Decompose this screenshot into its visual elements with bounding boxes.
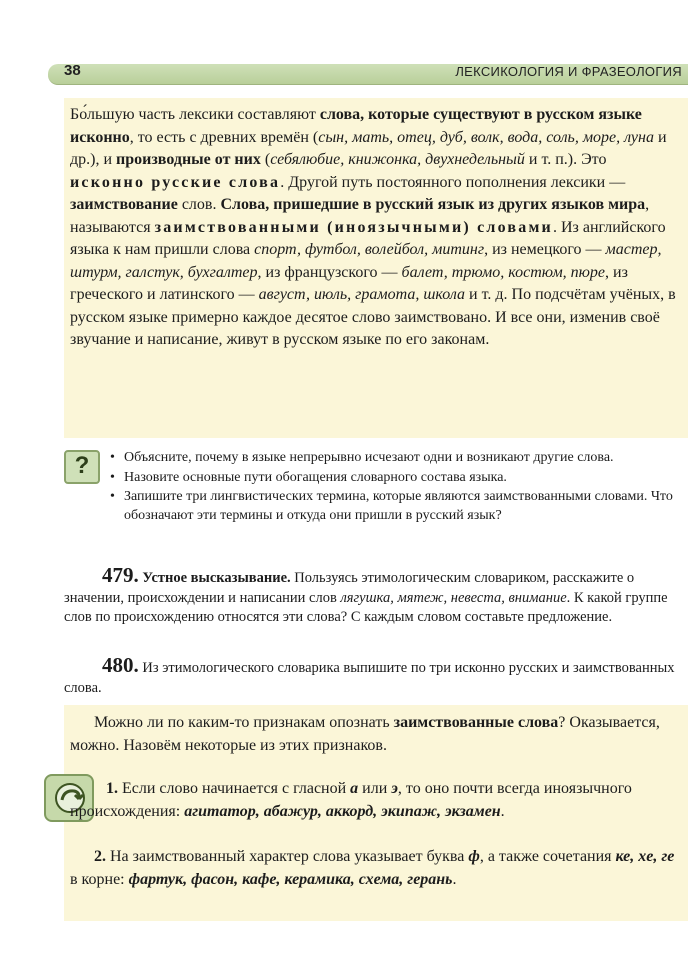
- page-number: 38: [64, 62, 81, 79]
- exercise-479: 479. Устное высказывание. Пользуясь этимологическим словариком, расскажите о значении, происхождении и написании слов лягушка, мятеж, невеста, внимание. К какой группе слов по происхождению относятся эти слова? С каждым словом составьте предложение.: [64, 563, 668, 625]
- page-header: [48, 58, 688, 88]
- section-title: ЛЕКСИКОЛОГИЯ И ФРАЗЕОЛОГИЯ: [455, 64, 682, 79]
- question-icon: ?: [64, 450, 100, 484]
- exercise-480: 480. Из этимологического словарика выпишите по три исконно русских и заимствованных слова.: [64, 653, 675, 696]
- rules-intro: Можно ли по каким-то признакам опознать заимствованные слова? Оказывается, можно. Назовём некоторые из этих признаков.: [70, 714, 660, 754]
- question-list: [108, 449, 686, 526]
- list-item: • Объясните, почему в языке непрерывно исчезают одни и возникают другие слова.: [108, 449, 686, 468]
- list-item: • Запишите три лингвистических термина, которые являются заимствованными словами. Что обозначают эти термины и откуда они пришли в русский язык?: [108, 488, 686, 525]
- rule-1: 1. Если слово начинается с гласной а или э, то оно почти всегда иноязычного происхождения: агитатор, абажур, аккорд, экипаж, экзамен.: [70, 780, 632, 820]
- list-item: • Назовите основные пути обогащения словарного состава языка.: [108, 469, 686, 488]
- intro-paragraph: Бо́льшую часть лексики составляют слова, которые существуют в русском языке исконно, то есть с древних времён (сын, мать, отец, дуб, волк, вода, соль, море, луна и др.), и производные от них (себялюбие, книжонка, двухнедельный и т. п.). Это исконно русские слова. Другой путь постоянного пополнения лексики — заимствование слов. Слова, пришедшие в русский язык из других языков мира, называются заимствованными (иноязычными) словами. Из английского языка к нам пришли слова спорт, футбол, волейбол, митинг, из немецкого — мастер, штурм, галстук, бухгалтер, из французского — балет, трюмо, костюм, пюре, из греческого и латинского — август, июль, грамота, школа и т. д. По подсчётам учёных, в русском языке примерно каждое десятое слово заимствовано. И все они, изменив своё звучание и написание, живут в русском языке по его законам.: [70, 106, 676, 348]
- rule-2: 2. На заимствованный характер слова указывает буква ф, а также сочетания ке, хе, ге в корне: фартук, фасон, кафе, керамика, схема, герань.: [70, 848, 675, 888]
